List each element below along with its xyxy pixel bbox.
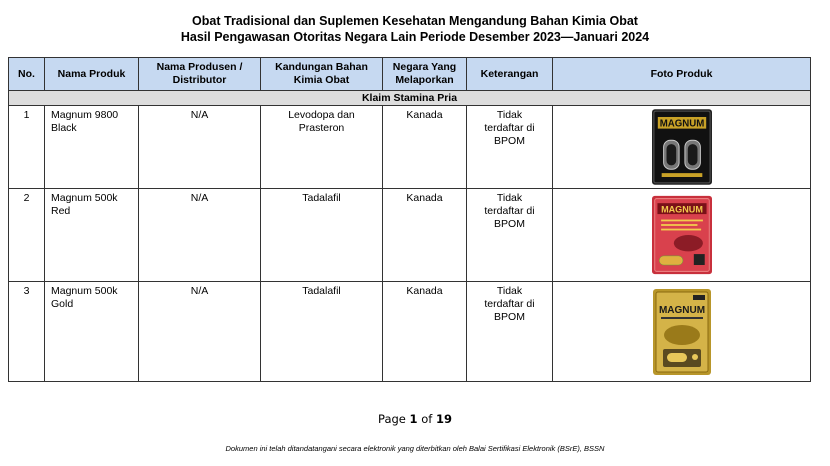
header-country xyxy=(383,58,467,91)
row-product-name xyxy=(45,189,139,282)
header-content-line-2: Kimia Obat xyxy=(293,74,350,86)
page-of: of xyxy=(421,412,433,426)
product-name-line-1: Magnum 9800 xyxy=(51,109,119,121)
table-header-row xyxy=(9,58,811,91)
page-current: 1 xyxy=(409,412,418,426)
note-line-3: BPOM xyxy=(494,135,525,147)
header-producer xyxy=(139,58,261,91)
note-line-2: terdaftar di xyxy=(484,205,535,217)
header-producer-line-2: Distributor xyxy=(172,74,227,86)
note-line-3: BPOM xyxy=(494,311,525,323)
header-country-line-1: Negara Yang xyxy=(392,61,457,73)
title-line-2: Hasil Pengawasan Otoritas Negara Lain Periode Desember 2023—Januari 2024 xyxy=(180,30,650,44)
row-photo xyxy=(553,189,811,282)
pack-label-1: MAGNUM xyxy=(659,118,704,130)
row-no: 1 xyxy=(9,106,45,189)
product-photo-red xyxy=(652,192,712,278)
table-row xyxy=(9,282,811,382)
product-table xyxy=(8,57,811,382)
row-producer: N/A xyxy=(139,282,261,382)
note-line-2: terdaftar di xyxy=(484,298,535,310)
product-name-line-1: Magnum 500k xyxy=(51,192,118,204)
note-line-1: Tidak xyxy=(496,192,523,204)
category-row xyxy=(9,91,811,106)
product-photo-black xyxy=(652,108,712,186)
row-no: 2 xyxy=(9,189,45,282)
signature-footer: Dokumen ini telah ditandatangani secara elektronik yang diterbitkan oleh Balai Sertifikasi Elektronik (BSrE), BSSN xyxy=(225,444,605,453)
product-name-line-2: Black xyxy=(51,122,77,134)
row-photo xyxy=(553,282,811,382)
header-note: Keterangan xyxy=(467,58,553,91)
row-product-name xyxy=(45,282,139,382)
note-line-2: terdaftar di xyxy=(484,122,535,134)
document-title xyxy=(0,13,830,45)
row-product-name xyxy=(45,106,139,189)
note-line-1: Tidak xyxy=(496,109,523,121)
row-producer: N/A xyxy=(139,189,261,282)
table-row xyxy=(9,106,811,189)
pack-label-3: MAGNUM xyxy=(658,304,705,316)
product-name-line-2: Red xyxy=(51,205,71,217)
note-line-3: BPOM xyxy=(494,218,525,230)
row-note xyxy=(467,282,553,382)
header-no: No. xyxy=(9,58,45,91)
row-content xyxy=(261,189,383,282)
title-line-1: Obat Tradisional dan Suplemen Kesehatan Mengandung Bahan Kimia Obat xyxy=(192,14,638,28)
header-producer-line-1: Nama Produsen / xyxy=(156,61,243,73)
page-prefix: Page xyxy=(378,412,406,426)
header-name: Nama Produk xyxy=(45,58,139,91)
row-note xyxy=(467,106,553,189)
page-total: 19 xyxy=(435,412,452,426)
header-photo: Foto Produk xyxy=(553,58,811,91)
row-country: Kanada xyxy=(383,189,467,282)
product-photo-gold xyxy=(652,289,712,375)
page-number xyxy=(0,412,830,426)
row-producer: N/A xyxy=(139,106,261,189)
table-row xyxy=(9,189,811,282)
content-line-2: Prasteron xyxy=(298,122,345,134)
header-country-line-2: Melaporkan xyxy=(395,74,454,86)
header-content xyxy=(261,58,383,91)
row-no: 3 xyxy=(9,282,45,382)
product-name-line-1: Magnum 500k xyxy=(51,285,118,297)
row-content xyxy=(261,282,383,382)
pack-label-2: MAGNUM xyxy=(660,204,703,215)
note-line-1: Tidak xyxy=(496,285,523,297)
content-line-1: Levodopa dan xyxy=(288,109,355,121)
row-photo xyxy=(553,106,811,189)
header-content-line-1: Kandungan Bahan xyxy=(275,61,368,73)
content-line-1: Tadalafil xyxy=(302,285,341,297)
row-note xyxy=(467,189,553,282)
row-country: Kanada xyxy=(383,106,467,189)
row-content xyxy=(261,106,383,189)
category-label: Klaim Stamina Pria xyxy=(9,91,811,106)
product-name-line-2: Gold xyxy=(51,298,74,310)
row-country: Kanada xyxy=(383,282,467,382)
content-line-1: Tadalafil xyxy=(302,192,341,204)
